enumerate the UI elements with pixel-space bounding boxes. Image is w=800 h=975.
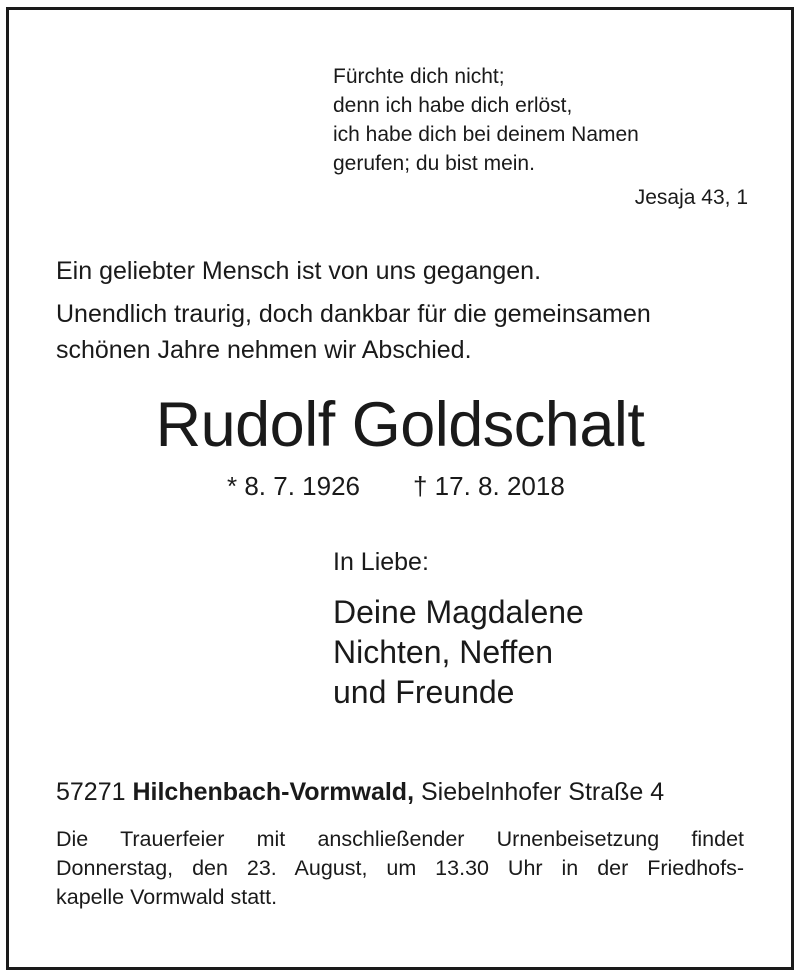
verse-line: ich habe dich bei deinem Namen bbox=[333, 123, 639, 146]
intro-line-3: schönen Jahre nehmen wir Abschied. bbox=[56, 336, 472, 364]
mourner-name: Nichten, Neffen bbox=[333, 634, 553, 670]
mourner-name: und Freunde bbox=[333, 674, 515, 710]
deceased-name: Rudolf Goldschalt bbox=[155, 390, 645, 460]
notice-line: kapelle Vormwald statt. bbox=[56, 885, 278, 909]
intro-paragraph bbox=[56, 296, 651, 368]
mourner-name: Deine Magdalene bbox=[333, 594, 584, 630]
address bbox=[56, 778, 664, 807]
mourners-label: In Liebe: bbox=[333, 548, 429, 576]
mourners-list bbox=[333, 592, 584, 712]
verse-line: Fürchte dich nicht; bbox=[333, 65, 505, 88]
notice-line: Donnerstag, den 23. August, um 13.30 Uhr in der Friedhofs- bbox=[56, 856, 744, 880]
funeral-notice bbox=[56, 825, 744, 912]
intro-line-1: Ein geliebter Mensch ist von uns gegangen. bbox=[56, 257, 542, 285]
address-zip: 57271 bbox=[56, 778, 126, 806]
bible-verse bbox=[333, 62, 639, 178]
address-town: Hilchenbach-Vormwald, bbox=[132, 778, 415, 806]
intro-line-2: Unendlich traurig, doch dankbar für die gemeinsamen bbox=[56, 300, 651, 328]
verse-line: gerufen; du bist mein. bbox=[333, 152, 535, 175]
death-date: † 17. 8. 2018 bbox=[413, 471, 565, 501]
notice-line: Die Trauerfeier mit anschließender Urnenbeisetzung findet bbox=[56, 827, 744, 851]
verse-reference: Jesaja 43, 1 bbox=[634, 186, 748, 209]
birth-date: * 8. 7. 1926 bbox=[227, 471, 360, 501]
address-street: Siebelnhofer Straße 4 bbox=[420, 778, 665, 806]
verse-line: denn ich habe dich erlöst, bbox=[333, 94, 573, 117]
